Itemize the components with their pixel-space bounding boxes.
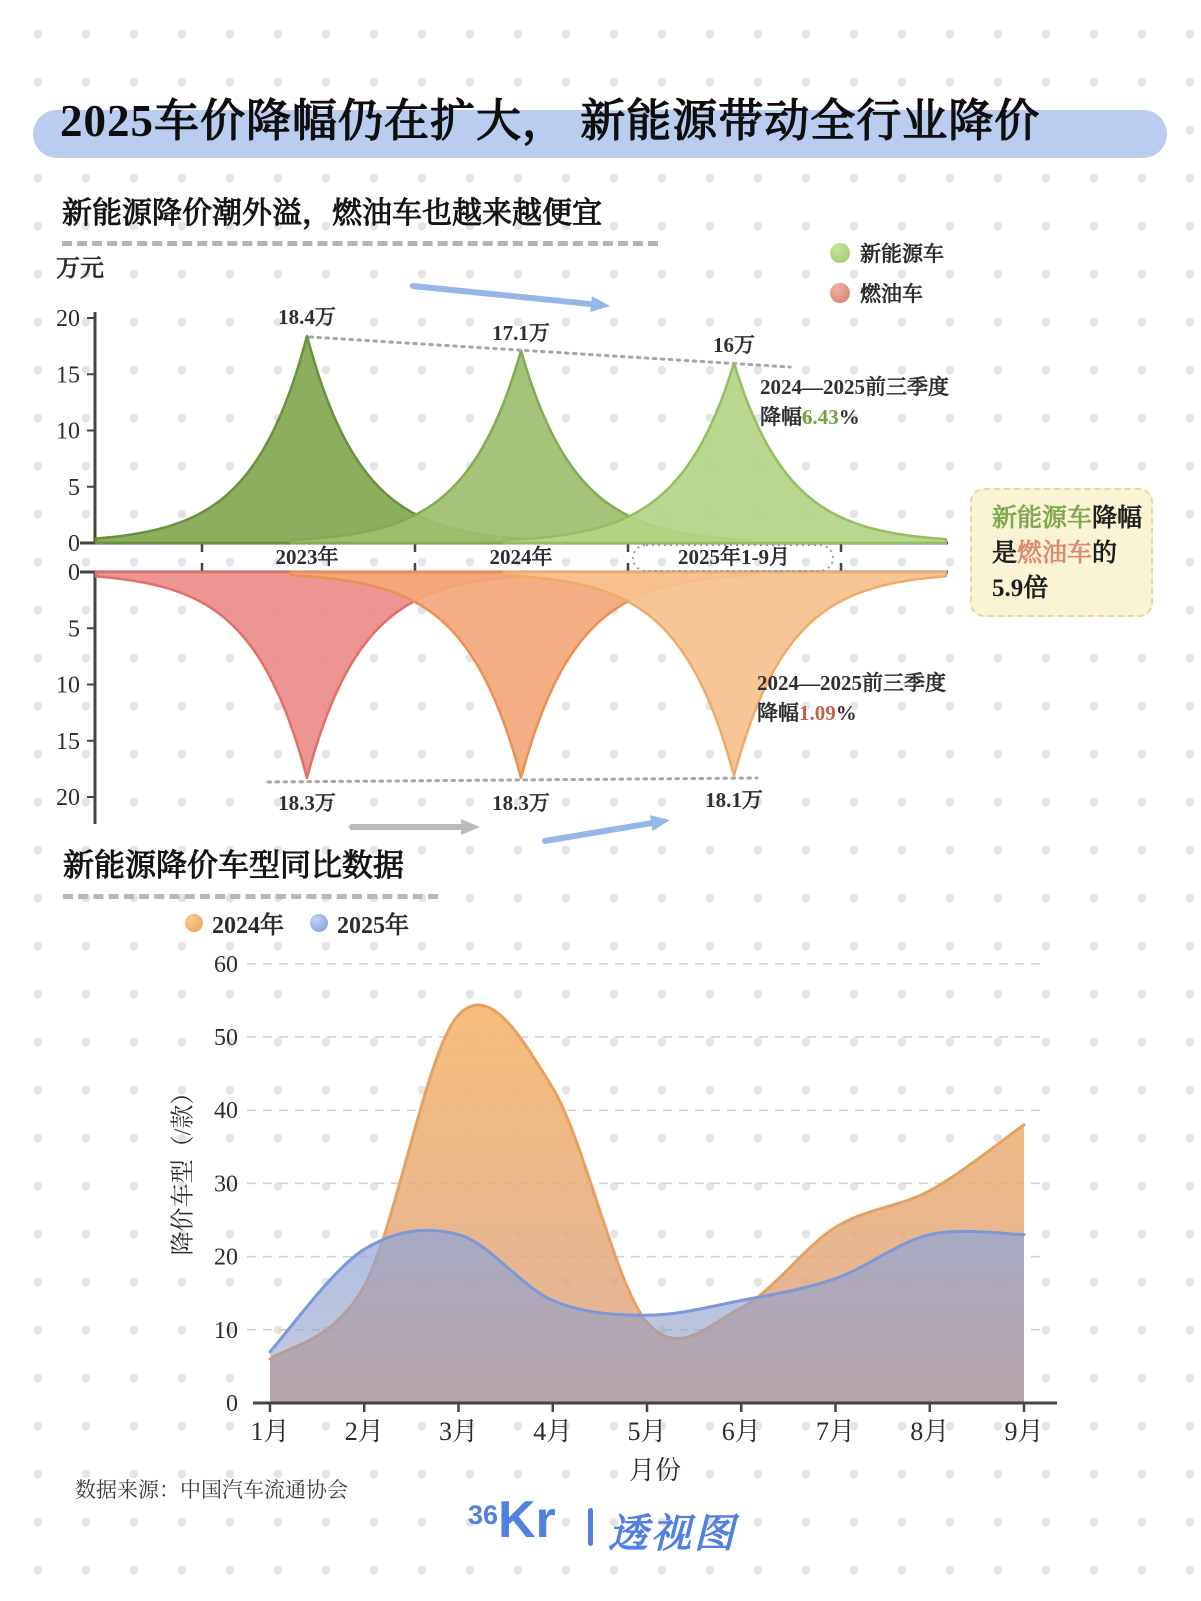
year2024-legend-label: 2024年 bbox=[212, 913, 284, 939]
fuel-legend-dot-icon bbox=[830, 283, 850, 303]
month-label: 8月 bbox=[910, 1417, 950, 1446]
logo-kr: Kr bbox=[498, 1491, 556, 1549]
fuel-drop-annotation bbox=[757, 668, 946, 728]
subtitle: 新能源降价潮外溢，燃油车也越来越便宜 bbox=[62, 188, 658, 246]
y-tick-label: 0 bbox=[226, 1391, 238, 1417]
nev-peak-value-label: 18.4万 bbox=[278, 305, 336, 329]
fuel-peak-value-label: 18.1万 bbox=[705, 788, 763, 812]
legend-item-fuel bbox=[830, 280, 944, 306]
nev-peak-value-label: 17.1万 bbox=[492, 321, 550, 345]
y-tick-label: 5 bbox=[68, 474, 80, 501]
y-tick-label: 50 bbox=[214, 1025, 238, 1051]
fuel-trend-arrow-head bbox=[650, 815, 670, 831]
month-label: 6月 bbox=[721, 1417, 761, 1446]
year2025-legend-label: 2025年 bbox=[337, 913, 409, 939]
y-tick-label: 15 bbox=[56, 728, 80, 755]
nev-drop-annotation bbox=[760, 372, 949, 432]
fuel-peak-value-label: 18.3万 bbox=[492, 791, 550, 815]
nev-annotation-line1: 2024—2025前三季度 bbox=[760, 375, 949, 399]
y-tick-label: 30 bbox=[214, 1171, 238, 1198]
legend-item-2025 bbox=[310, 905, 409, 940]
y-tick-label: 10 bbox=[56, 418, 80, 445]
chart2-x-axis-label: 月份 bbox=[628, 1456, 682, 1485]
data-source: 数据来源：中国汽车流通协会 bbox=[75, 1478, 348, 1502]
month-label: 5月 bbox=[627, 1417, 667, 1446]
month-label: 7月 bbox=[815, 1417, 856, 1446]
y-axis-unit-label: 万元 bbox=[56, 256, 104, 282]
nev-peak-value-label: 16万 bbox=[713, 333, 755, 357]
callout-line3: 5.9倍 bbox=[992, 575, 1049, 602]
ratio-callout-card bbox=[970, 488, 1153, 617]
month-label: 2月 bbox=[344, 1417, 384, 1446]
y-tick-label: 0 bbox=[68, 531, 80, 557]
fuel-annotation-line2: 降幅1.09% bbox=[757, 701, 857, 725]
nev-legend-label: 新能源车 bbox=[860, 242, 944, 266]
y-tick-label: 60 bbox=[214, 951, 238, 978]
logo-divider bbox=[588, 1508, 593, 1546]
y-tick-label: 0 bbox=[68, 560, 80, 586]
fuel-trend-dotted-line bbox=[268, 778, 757, 782]
y-tick-label: 10 bbox=[214, 1317, 238, 1344]
callout-line1: 新能源车降幅 bbox=[992, 505, 1143, 532]
chart2-legend bbox=[185, 905, 435, 940]
page-title: 2025车价降幅仍在扩大， 新能源带动全行业降价 bbox=[60, 96, 1041, 146]
month-label: 4月 bbox=[533, 1417, 573, 1446]
nev-legend-dot-icon bbox=[830, 243, 850, 263]
month-label: 1月 bbox=[250, 1417, 290, 1446]
month-label: 3月 bbox=[438, 1417, 479, 1446]
nev-trend-arrow-head bbox=[590, 296, 610, 312]
fuel-legend-label: 燃油车 bbox=[860, 282, 923, 306]
chart2-y-axis-label: 降价车型（/款） bbox=[170, 1080, 197, 1256]
section2-title: 新能源降价车型同比数据 bbox=[63, 840, 438, 899]
month-label: 9月 bbox=[1004, 1417, 1044, 1446]
y-tick-label: 5 bbox=[68, 616, 80, 643]
chart1-legend bbox=[830, 240, 944, 320]
nev-annotation-line2: 降幅6.43% bbox=[760, 405, 860, 429]
category-label: 2025年1-9月 bbox=[678, 545, 790, 569]
year2024-legend-dot-icon bbox=[185, 914, 203, 932]
y-tick-label: 20 bbox=[56, 785, 80, 811]
logo-name: 透视图 bbox=[608, 1512, 737, 1556]
logo-36: 36 bbox=[468, 1500, 499, 1530]
nev-trend-arrow bbox=[413, 286, 597, 305]
fuel-flat-arrow-head bbox=[461, 819, 480, 835]
y-tick-label: 20 bbox=[56, 306, 80, 332]
fuel-annotation-line1: 2024—2025前三季度 bbox=[757, 671, 946, 695]
y-tick-label: 40 bbox=[214, 1098, 238, 1125]
y-tick-label: 10 bbox=[56, 672, 80, 699]
category-label: 2024年 bbox=[489, 545, 553, 569]
fuel-trend-arrow bbox=[545, 822, 657, 841]
y-tick-label: 15 bbox=[56, 362, 80, 389]
category-label: 2023年 bbox=[275, 545, 339, 569]
fuel-peak-value-label: 18.3万 bbox=[278, 791, 336, 815]
callout-line2: 是燃油车的 bbox=[992, 540, 1118, 567]
legend-item-2024 bbox=[185, 905, 284, 940]
year2025-legend-dot-icon bbox=[310, 914, 328, 932]
legend-item-nev bbox=[830, 240, 944, 266]
brand-logo bbox=[468, 1491, 748, 1558]
y-tick-label: 20 bbox=[214, 1244, 238, 1271]
